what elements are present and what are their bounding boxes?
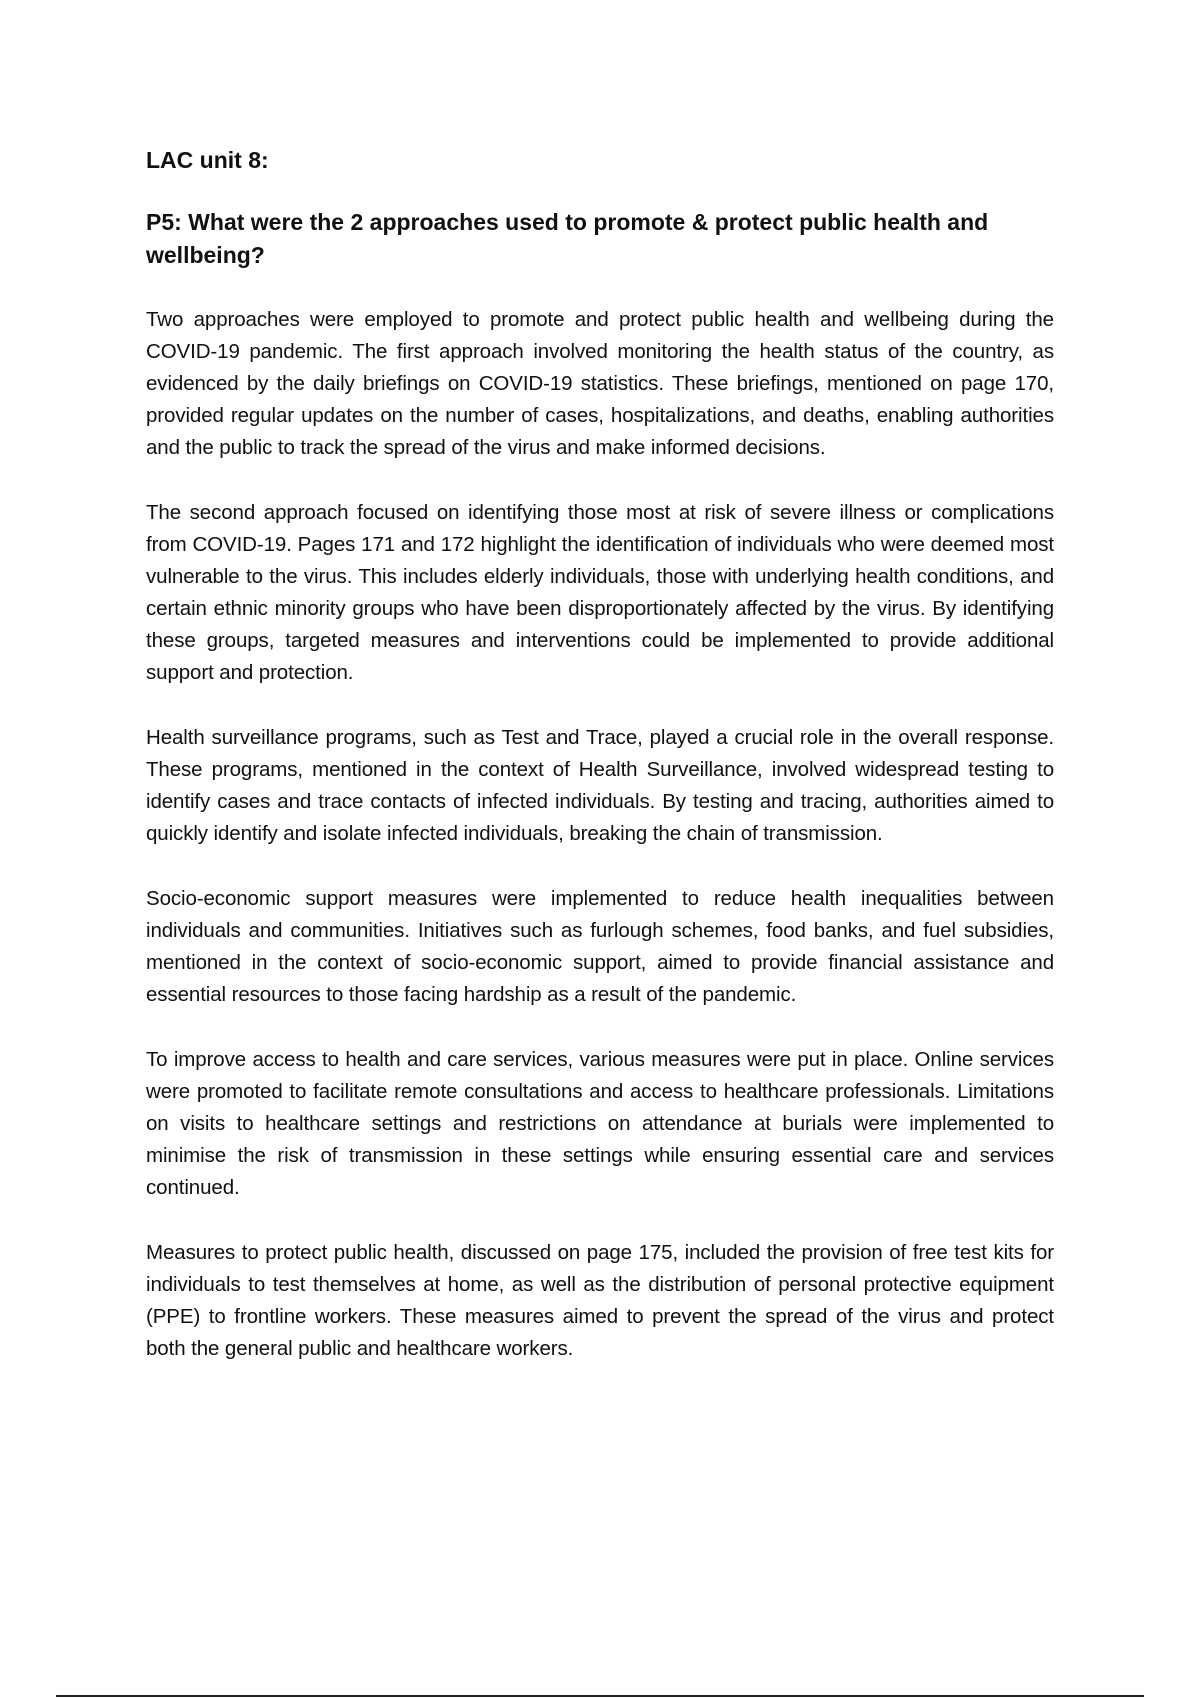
document-title: LAC unit 8: [146,147,269,173]
question-heading: P5: What were the 2 approaches used to promote & protect public health and wellbeing? [146,209,989,268]
footer-divider [56,1695,1144,1697]
paragraph-health-surveillance: Health surveillance programs, such as Test and Trace, played a crucial role in the overall response. These programs, mentioned in the context of Health Surveillance, involved widespread testing to identify cases and trace contacts of infected individuals. By testing and tracing, authorities aimed to quickly identify and isolate infected individuals, breaking the chain of transmission. [146,726,1054,845]
document-page [146,144,1054,1398]
paragraph-socio-economic-support: Socio-economic support measures were implemented to reduce health inequalities between individuals and communities. Initiatives such as furlough schemes, food banks, and fuel subsidies, mentioned in the context of socio-economic support, aimed to provide financial assistance and essential resources to those facing hardship as a result of the pandemic. [146,887,1054,1006]
paragraph-monitoring-health-status: Two approaches were employed to promote and protect public health and wellbeing during the COVID-19 pandemic. The first approach involved monitoring the health status of the country, as evidenced by the daily briefings on COVID-19 statistics. These briefings, mentioned on page 170, provided regular updates on the number of cases, hospitalizations, and deaths, enabling authorities and the public to track the spread of the virus and make informed decisions. [146,308,1054,459]
paragraph-identifying-at-risk: The second approach focused on identifying those most at risk of severe illness or complications from COVID-19. Pages 171 and 172 highlight the identification of individuals who were deemed most vulnerable to the virus. This includes elderly individuals, those with underlying health conditions, and certain ethnic minority groups who have been disproportionately affected by the virus. By identifying these groups, targeted measures and interventions could be implemented to provide additional support and protection. [146,501,1054,684]
paragraph-access-to-services: To improve access to health and care services, various measures were put in place. Online services were promoted to facilitate remote consultations and access to healthcare professionals. Limitations on visits to healthcare settings and restrictions on attendance at burials were implemented to minimise the risk of transmission in these settings while ensuring essential care and services continued. [146,1048,1054,1199]
paragraph-protect-public-health: Measures to protect public health, discussed on page 175, included the provision of free test kits for individuals to test themselves at home, as well as the distribution of personal protective equipment (PPE) to frontline workers. These measures aimed to prevent the spread of the virus and protect both the general public and healthcare workers. [146,1241,1054,1360]
